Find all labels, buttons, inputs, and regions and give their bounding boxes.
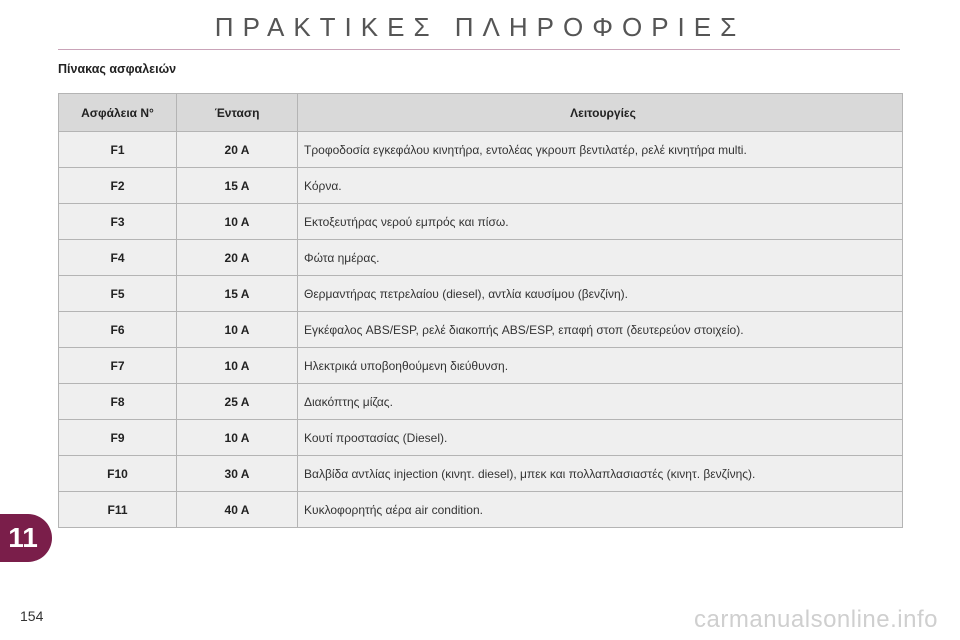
fuse-cell: F11 <box>59 492 177 528</box>
table-row <box>59 276 903 312</box>
amperage-cell: 10 A <box>177 204 298 240</box>
function-cell: Ηλεκτρικά υποβοηθούμενη διεύθυνση. <box>298 348 903 384</box>
amperage-cell: 20 A <box>177 132 298 168</box>
function-cell: Φώτα ημέρας. <box>298 240 903 276</box>
fuse-cell: F10 <box>59 456 177 492</box>
table-row <box>59 240 903 276</box>
table-row <box>59 348 903 384</box>
amperage-cell: 25 A <box>177 384 298 420</box>
function-cell: Εκτοξευτήρας νερού εμπρός και πίσω. <box>298 204 903 240</box>
amperage-cell: 15 A <box>177 276 298 312</box>
function-cell: Τροφοδοσία εγκεφάλου κινητήρα, εντολέας γκρουπ βεντιλατέρ, ρελέ κινητήρα multi. <box>298 132 903 168</box>
fuse-cell: F4 <box>59 240 177 276</box>
header-functions: Λειτουργίες <box>298 94 903 132</box>
header-amperage: Ένταση <box>177 94 298 132</box>
header-fuse: Ασφάλεια N° <box>59 94 177 132</box>
amperage-cell: 10 A <box>177 312 298 348</box>
table-row <box>59 456 903 492</box>
fuse-cell: F5 <box>59 276 177 312</box>
chapter-number: 11 <box>8 522 38 553</box>
table-row <box>59 312 903 348</box>
table-row <box>59 492 903 528</box>
table-row <box>59 384 903 420</box>
amperage-cell: 20 A <box>177 240 298 276</box>
page-title: ΠΡΑΚΤΙΚΕΣ ΠΛΗΡΟΦΟΡΙΕΣ <box>214 12 746 42</box>
function-cell: Κουτί προστασίας (Diesel). <box>298 420 903 456</box>
fuse-cell: F1 <box>59 132 177 168</box>
watermark-text: carmanualsonline.info <box>694 606 938 633</box>
function-cell: Θερμαντήρας πετρελαίου (diesel), αντλία καυσίμου (βενζίνη). <box>298 276 903 312</box>
amperage-cell: 40 A <box>177 492 298 528</box>
chapter-tab <box>0 514 52 562</box>
page-number: 154 <box>20 608 44 624</box>
table-row <box>59 168 903 204</box>
function-cell: Κόρνα. <box>298 168 903 204</box>
fuse-cell: F9 <box>59 420 177 456</box>
function-cell: Βαλβίδα αντλίας injection (κινητ. diesel), μπεκ και πολλαπλασιαστές (κινητ. βενζίνης). <box>298 456 903 492</box>
table-row <box>59 204 903 240</box>
section-heading: Πίνακας ασφαλειών <box>58 62 177 76</box>
amperage-cell: 15 A <box>177 168 298 204</box>
fuse-cell: F7 <box>59 348 177 384</box>
table-row <box>59 132 903 168</box>
amperage-cell: 30 A <box>177 456 298 492</box>
fuse-cell: F6 <box>59 312 177 348</box>
fuse-cell: F2 <box>59 168 177 204</box>
function-cell: Κυκλοφορητής αέρα air condition. <box>298 492 903 528</box>
title-divider <box>58 49 900 50</box>
function-cell: Διακόπτης μίζας. <box>298 384 903 420</box>
fuse-cell: F3 <box>59 204 177 240</box>
fuse-table <box>58 93 903 528</box>
table-row <box>59 420 903 456</box>
amperage-cell: 10 A <box>177 420 298 456</box>
fuse-cell: F8 <box>59 384 177 420</box>
function-cell: Εγκέφαλος ABS/ESP, ρελέ διακοπής ABS/ESP, επαφή στοπ (δευτερεύον στοιχείο). <box>298 312 903 348</box>
amperage-cell: 10 A <box>177 348 298 384</box>
table-header-row <box>59 94 903 132</box>
